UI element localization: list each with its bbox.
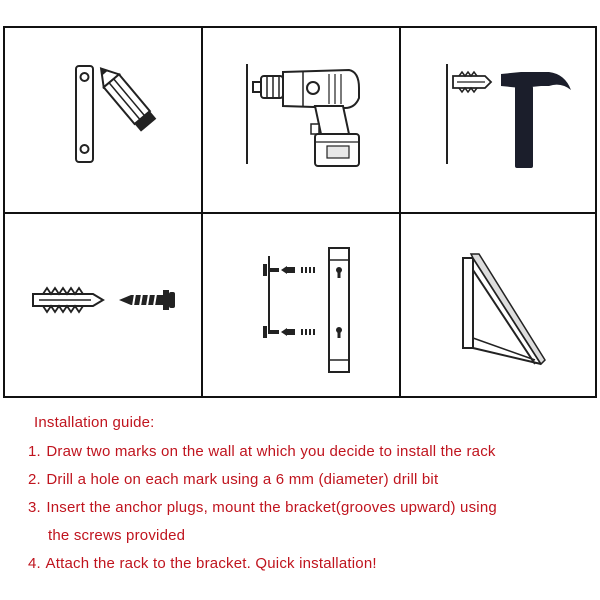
illustration-grid: [3, 26, 597, 398]
pencil-icon: [5, 28, 201, 212]
step-number: 4.: [28, 555, 41, 572]
installation-guide: [28, 414, 594, 583]
step-number: 1.: [28, 443, 41, 460]
hammer-icon: [401, 28, 597, 212]
guide-title: Installation guide:: [34, 414, 155, 431]
guide-step-4: [28, 555, 594, 573]
step-1-illustration: [5, 28, 201, 212]
step-3c-illustration: [203, 214, 399, 398]
guide-step-2: [28, 471, 594, 489]
guide-step-3: [28, 499, 594, 517]
step-text: Draw two marks on the wall at which you decide to install the rack: [46, 443, 496, 460]
step-text: Insert the anchor plugs, mount the bracket(grooves upward) using: [46, 499, 497, 516]
step-text: Attach the rack to the bracket. Quick installation!: [45, 555, 377, 572]
guide-step-3-continued: the screws provided: [48, 527, 186, 544]
screw-icon: [5, 214, 201, 398]
step-2-illustration: [203, 28, 399, 212]
mounted-bracket-icon: [203, 214, 399, 398]
guide-step-1: [28, 443, 594, 461]
step-3-illustration: [401, 28, 597, 212]
drill-icon: [203, 28, 399, 212]
folding-rack-icon: [401, 214, 597, 398]
step-3b-illustration: [5, 214, 201, 398]
step-number: 2.: [28, 471, 41, 488]
step-text: Drill a hole on each mark using a 6 mm (diameter) drill bit: [46, 471, 439, 488]
step-4-illustration: [401, 214, 597, 398]
step-number: 3.: [28, 499, 41, 516]
